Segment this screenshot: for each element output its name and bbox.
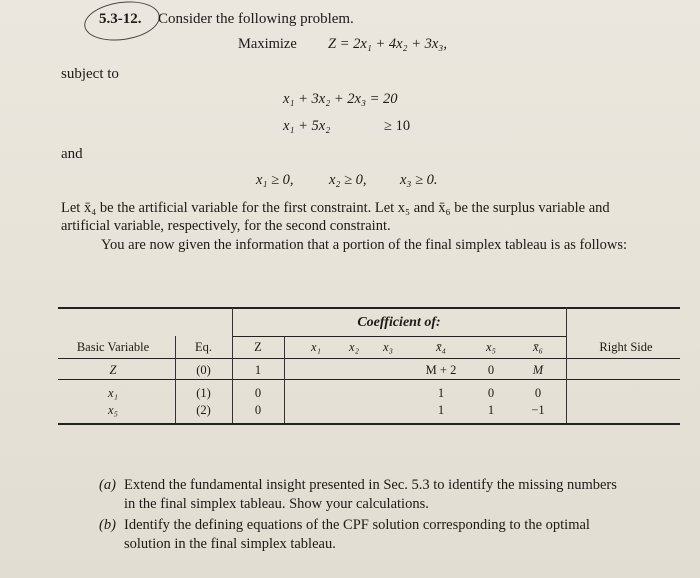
header-x3: x₃: [383, 340, 393, 354]
objective-label: Maximize: [238, 36, 297, 52]
header-rule: [58, 358, 680, 359]
subject-to-label: subject to: [61, 66, 119, 82]
row-2-x4: 1: [437, 403, 445, 417]
row-2-basic: x₅: [108, 403, 118, 417]
header-x5: x₅: [486, 340, 496, 354]
row-2-z: 0: [254, 403, 262, 417]
col-divider-coef: [566, 307, 567, 423]
row-1-basic: x₁: [108, 386, 118, 400]
row-z-basic: Z: [109, 363, 117, 377]
nonneg-x2: x₂ ≥ 0,: [329, 172, 367, 188]
header-x2: x₂: [349, 340, 359, 354]
paragraph-2: You are now given the information that a portion of the final simplex tableau is as follows:: [101, 237, 628, 253]
coefficient-of-title: Coefficient of:: [357, 315, 441, 330]
row-2-x6: −1: [531, 403, 545, 417]
row-z-x6: M: [532, 363, 544, 377]
col-divider-z: [284, 336, 285, 423]
header-x1: x₁: [311, 340, 321, 354]
constraint-1: x₁ + 3x₂ + 2x₃ = 20: [283, 91, 398, 107]
nonneg-x3: x₃ ≥ 0.: [400, 172, 438, 188]
and-label: and: [61, 146, 83, 162]
row-z-x5: 0: [487, 363, 495, 377]
header-basic-variable: Basic Variable: [76, 340, 150, 354]
question-a-line-1: Extend the fundamental insight presented in Sec. 5.3 to identify the missing numbers: [124, 477, 617, 493]
header-right-side: Right Side: [599, 340, 653, 354]
problem-intro: Consider the following problem.: [158, 11, 354, 27]
question-b-line-2: solution in the final simplex tableau.: [124, 536, 336, 552]
table-top-rule: [58, 307, 680, 309]
header-z: Z: [254, 340, 262, 354]
constraint-2-lhs: x₁ + 5x₂: [283, 118, 331, 134]
row-1-eq: (1): [196, 386, 211, 400]
row-1-x5: 0: [487, 386, 495, 400]
table-bottom-rule: [58, 423, 680, 425]
question-b-line-1: Identify the defining equations of the CPF solution corresponding to the optimal: [124, 517, 590, 533]
question-a-line-2: in the final simplex tableau. Show your calculations.: [124, 496, 429, 512]
row-2-eq: (2): [196, 403, 211, 417]
row-z-x4: M + 2: [425, 363, 457, 377]
nonneg-x1: x₁ ≥ 0,: [256, 172, 294, 188]
simplex-tableau: [58, 307, 680, 425]
row-1-x4: 1: [437, 386, 445, 400]
row-z-z: 1: [254, 363, 262, 377]
header-x6-bar: x̄₆: [533, 340, 543, 354]
objective-function: Z = 2x₁ + 4x₂ + 3x₃,: [328, 36, 447, 52]
paragraph-1-line-1: Let x̄₄ be the artificial variable for the first constraint. Let x₅ and x̄₆ be the surplus variable and: [61, 200, 610, 216]
constraint-2-rhs: ≥ 10: [384, 118, 411, 134]
row-z-eq: (0): [196, 363, 211, 377]
objective-row-rule: [58, 379, 680, 380]
paragraph-1-line-2: artificial variable, respectively, for the second constraint.: [61, 218, 391, 234]
row-1-z: 0: [254, 386, 262, 400]
row-2-x5: 1: [487, 403, 495, 417]
row-1-x6: 0: [534, 386, 542, 400]
coef-subheader-rule: [232, 336, 566, 337]
problem-number: 5.3-12.: [99, 11, 142, 27]
question-b-label: (b): [99, 517, 116, 533]
header-eq: Eq.: [194, 340, 212, 354]
question-a-label: (a): [99, 477, 116, 493]
header-x4-bar: x̄₄: [436, 340, 446, 354]
